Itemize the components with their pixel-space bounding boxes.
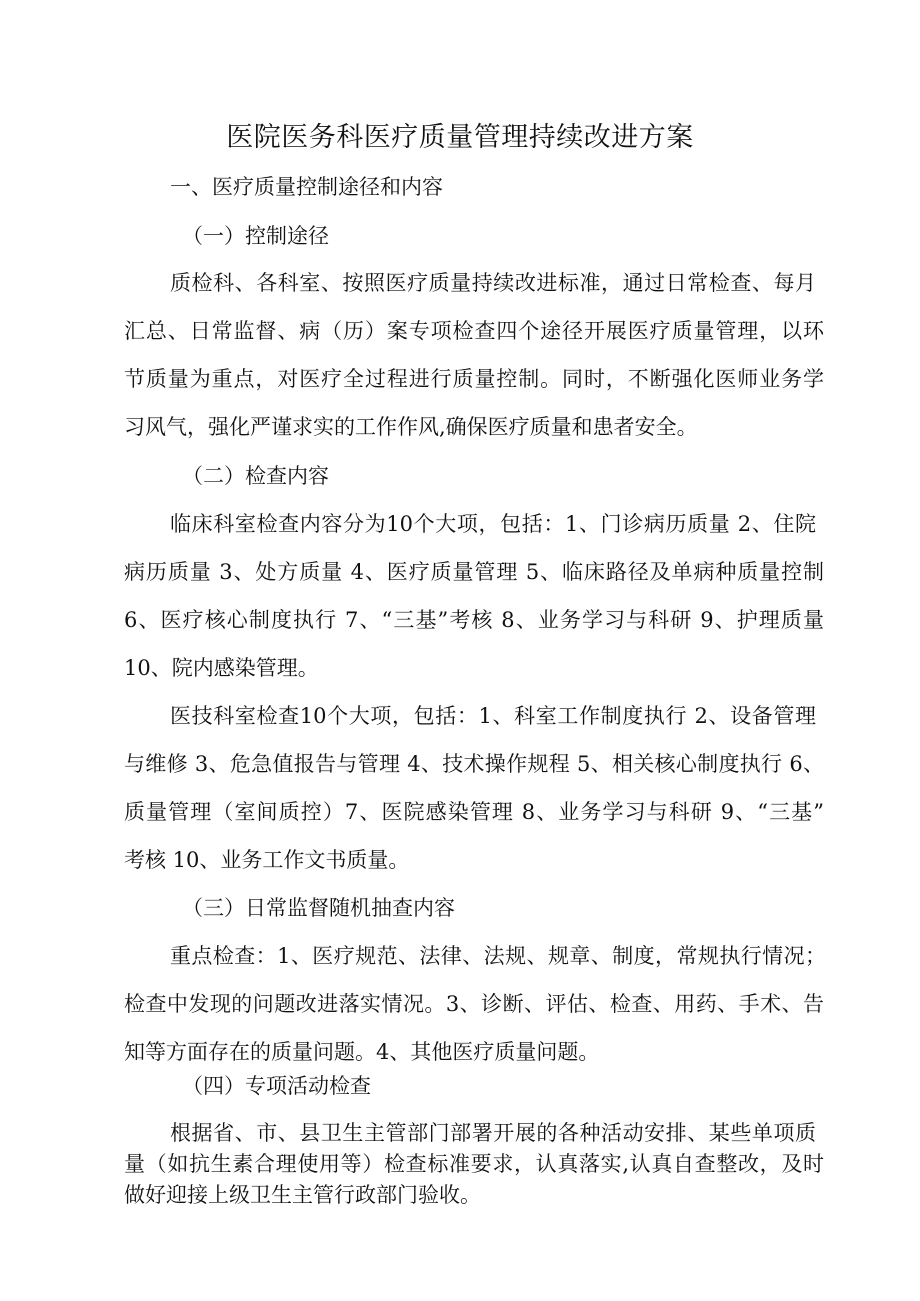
- paragraph-line: 病历质量 3、处方质量 4、医疗质量管理 5、临床路径及单病种质量控制: [124, 560, 824, 584]
- subsection-heading-control-path: （一）控制途径: [182, 224, 329, 248]
- paragraph-line: 临床科室检查内容分为10个大项，包括：1、门诊病历质量 2、住院: [170, 512, 816, 536]
- paragraph-line: 节质量为重点，对医疗全过程进行质量控制。同时，不断强化医师业务学: [124, 367, 824, 391]
- paragraph-line: 与维修 3、危急值报告与管理 4、技术操作规程 5、相关核心制度执行 6、: [124, 752, 824, 776]
- paragraph-line: 知等方面存在的质量问题。4、其他医疗质量问题。: [124, 1040, 600, 1064]
- paragraph-line: 考核 10、业务工作文书质量。: [124, 848, 410, 872]
- paragraph-line: 检查中发现的问题改进落实情况。3、诊断、评估、检查、用药、手术、告: [124, 992, 824, 1016]
- paragraph-line: 质检科、各科室、按照医疗质量持续改进标准，通过日常检查、每月: [170, 271, 816, 295]
- paragraph-line: 重点检查：1、医疗规范、法律、法规、规章、制度，常规执行情况；: [170, 944, 826, 968]
- paragraph-line: 做好迎接上级卫生主管行政部门验收。: [124, 1183, 481, 1207]
- paragraph-line: 量（如抗生素合理使用等）检查标准要求，认真落实,认真自查整改，及时: [124, 1152, 824, 1176]
- paragraph-line: 质量管理（室间质控）7、医院感染管理 8、业务学习与科研 9、“三基”: [124, 800, 824, 824]
- subsection-heading-special-activity: （四）专项活动检查: [182, 1074, 371, 1098]
- paragraph-line: 汇总、日常监督、病（历）案专项检查四个途径开展医疗质量管理，以环: [124, 319, 824, 343]
- subsection-heading-inspection-content: （二）检查内容: [182, 464, 329, 488]
- paragraph-line: 医技科室检查10个大项，包括：1、科室工作制度执行 2、设备管理: [170, 704, 816, 728]
- paragraph-line: 6、医疗核心制度执行 7、“三基”考核 8、业务学习与科研 9、护理质量: [124, 608, 824, 632]
- document-title: 医院医务科医疗质量管理持续改进方案: [226, 122, 694, 153]
- subsection-heading-random-inspection: （三）日常监督随机抽查内容: [182, 896, 455, 920]
- paragraph-line: 习风气，强化严谨求实的工作作风,确保医疗质量和患者安全。: [124, 415, 698, 439]
- paragraph-line: 根据省、市、县卫生主管部门部署开展的各种活动安排、某些单项质: [170, 1121, 816, 1145]
- paragraph-line: 10、院内感染管理。: [124, 656, 319, 680]
- section-heading: 一、医疗质量控制途径和内容: [170, 175, 443, 199]
